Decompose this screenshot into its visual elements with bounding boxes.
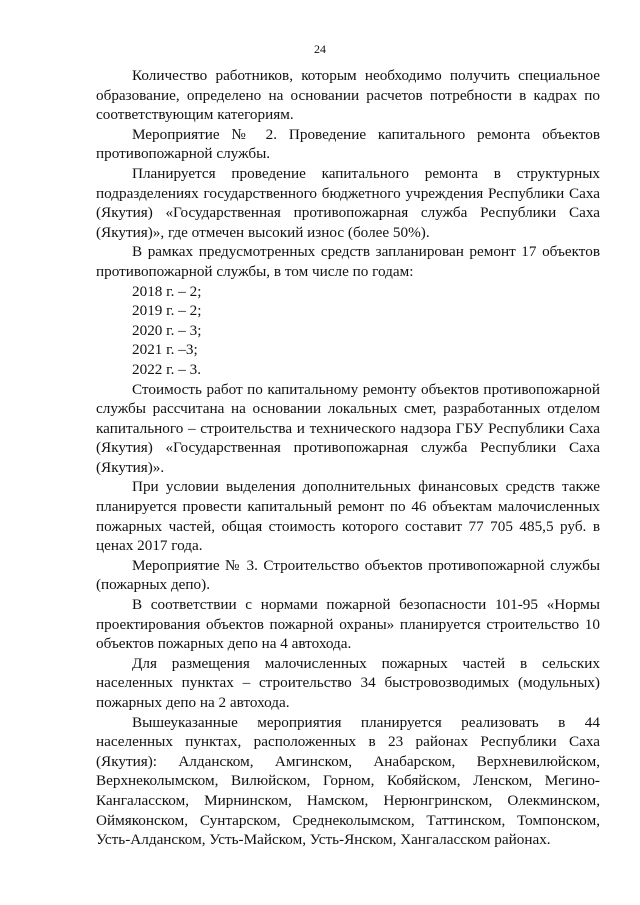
paragraph-districts: Вышеуказанные мероприятия планируется реализовать в 44 населенных пунктах, расположенных в 23 районах Республики Саха (Якутия): Алданском, Амгинском, Анабарском, Верхневилюйском, Верхнеколымском, Вилюйском, Горном, Кобяйском, Ленском, Мегино-Кангаласском, Мирнинском, Намском, Нерюнгринском, Олекминском, Оймяконском, Сунтарском, Среднеколымском, Таттинском, Томпонском, Усть-Алданском, Усть-Майском, Усть-Янском, Хангаласском районах. — [96, 713, 600, 849]
list-item-2021: 2021 г. –3; — [132, 341, 198, 359]
paragraph-fire-safety-norms: В соответствии с нормами пожарной безопасности 101-95 «Нормы проектирования объектов пожарной охраны» планируется строительство 10 объектов пожарных депо на 4 автохода. — [96, 596, 600, 653]
paragraph-measure-3-heading: Мероприятие № 3. Строительство объектов противопожарной службы (пожарных депо). — [96, 556, 600, 594]
paragraph-modular-depots: Для размещения малочисленных пожарных частей в сельских населенных пунктах – строительство 34 быстровозводимых (модульных) пожарных депо на 2 автохода. — [96, 654, 600, 711]
paragraph-staff-training: Количество работников, которым необходимо получить специальное образование, определено на основании расчетов потребности в кадрах по соответствующим категориям. — [96, 67, 600, 124]
list-item-2020: 2020 г. – 3; — [132, 321, 202, 339]
paragraph-repair-objects: В рамках предусмотренных средств запланирован ремонт 17 объектов противопожарной службы, в том числе по годам: — [96, 243, 600, 280]
paragraph-additional-funding: При условии выделения дополнительных финансовых средств также планируется провести капитальный ремонт по 46 объектам малочисленных пожарных частей, общая стоимость которого составит 77 705 485,5 руб. в ценах 2017 года. — [96, 478, 600, 555]
list-item-2022: 2022 г. – 3. — [132, 360, 202, 378]
list-item-2018: 2018 г. – 2; — [132, 282, 202, 300]
document-body — [96, 66, 600, 850]
list-item-2019: 2019 г. – 2; — [132, 302, 202, 320]
paragraph-measure-2-heading: Мероприятие № 2. Проведение капитального ремонта объектов противопожарной службы. — [96, 125, 600, 163]
paragraph-repair-plan: Планируется проведение капитального ремонта в структурных подразделениях государственного бюджетного учреждения Республики Саха (Якутия) «Государственная противопожарная служба Республики Саха (Якутия)», где отмечен высокий износ (более 50%). — [96, 164, 600, 241]
page-number: 24 — [314, 42, 326, 56]
paragraph-repair-cost: Стоимость работ по капитальному ремонту объектов противопожарной службы рассчитана на основании локальных смет, разработанных отделом капитального – строительства и технического надзора ГБУ Республики Саха (Якутия) «Государственная противопожарная служба Республики Саха (Якутия)». — [96, 380, 600, 476]
